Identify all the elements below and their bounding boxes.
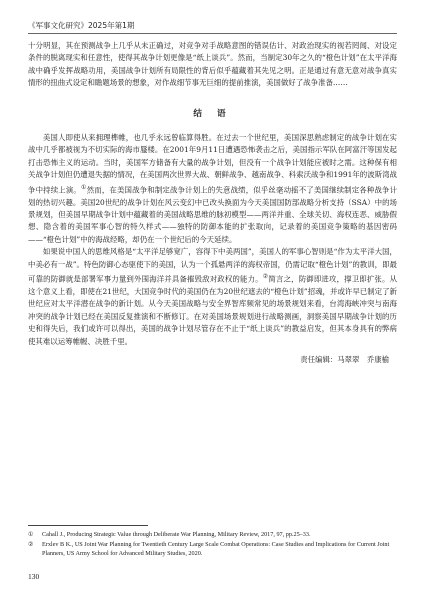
footnote-ref-1: ① [81, 183, 87, 191]
footnote-text: Erxlev B K., US Joint War Planning for Twentieth Century Large Scale Combat Operations: Case Studies and Implications for Current Joint Planners, US Army School for Advanced Military Studies, 2020. [42, 541, 390, 558]
section-heading-conclusion: 结 语 [193, 108, 232, 119]
footnote-text: Cahall J., Producing Strategic Value through Deliberate War Planning, Military Review, 2017, 97, pp.25–33. [42, 531, 311, 538]
footnote-ref-2: ② [262, 272, 269, 280]
footnote-mark: ① [28, 531, 34, 538]
page-number: 130 [28, 572, 40, 581]
article-body [28, 40, 397, 366]
header-divider [28, 33, 397, 34]
footnote-item [28, 530, 397, 539]
footnote-divider [28, 525, 148, 526]
paragraph-text: 然而，在美国战争和制定战争计划上的失意战绩，似乎丝毫动摇不了美国继续制定各种战争计划的热切兴趣。美国20世纪的战争计划在风云变幻中已改头换面为今天美国国防部战略分析支持（SSA）中的场景规划，但美国早期战争计划中蕴藏着的美国战略思维的脉初模型——两洋并重、全球关切、海权连恶、威胁假想、隐含着的美国军事心智的特久样式——独特的防御本能的扩张取向，记录着的美国竞争策略的基因密码——“橙色计划”中的海战经略，却仍在一个世纪后的今天延续。 [28, 185, 398, 244]
footnote-mark: ② [28, 541, 34, 549]
paragraph-text: 美国人即使从来拥理榫帷，也几乎永远曾临算得胜。在过去一个世纪里，美国深思熟虑制定的战争计划在实战中几乎都被视为不切实际的海市蜃楼。在2001年9月11日遭遇恐怖袭击之后，美国指示军队在阿富汗等国发起打击恐怖主义的运动。当时，美国军方储备有大量的战争计划，但没有一个战争计划能应被时之需。这种保有相关战争计划但仍遭退失据的情况，在美国两次世界大战、朝鲜战争、越南战争、科索沃战争和1991年的波斯湾战争中持续上演。 [28, 133, 397, 195]
body-paragraph: 十分明显，其在预测战争上几乎从未正确过，对竞争对手战略意图的错误估计、对政治现实的视若罔闻、对设定条件的脱离现实和任意性，使得其战争计划更像是“纸上谈兵”。然而，当制定30年之久的“橙色计划”在太平洋海战中确乎发挥战略功用，美国战争计划所有局限性的背后似乎蕴藏着其先见之明。正是通过有意无意对战争真实情形的扭曲式设定和瞻题场景的想象，对作战细节事无巨细的提前推演，美国做好了战争准备…… [28, 41, 397, 88]
body-paragraph [28, 246, 397, 348]
editor-credit: 责任编辑：马翠翠 乔康榆 [300, 354, 389, 364]
footnotes [28, 530, 397, 560]
footnote-item [28, 540, 397, 558]
paragraph-text: 简言之，防御即进攻，撑卫即扩张。从这个意义上看，即使在21世纪，大国竞争时代的美国仍在为20世纪遮去的“橙色计划”招魂，并或许早已制定了新世纪应对太平洋潜在战争的新计划。从今天美国战略与安全界智库频常见的场景规划来看，台湾海峡冲突与南海冲突的战争计划已经在美国反复推演和不断修订。在对美国场景规划进行战略测画，洞察美国早期战争计划的历史和得失后，我们或许可以得出，美国的战争计划尽管存在不止于“纸上谈兵”的教益启发，但其本身具有的弊病使其难以运筹帷幄、决胜千里。 [28, 274, 398, 346]
paragraph-text: 如果说中国人的思维风格是“太平洋足够宽广，容得下中美两国”，美国人的军事心智则是“作为太平洋大国，中美必有一战”。特色防御心态驱使下的美国，认为一个孤悬两洋的海权帝国，仍需记取“橙色计划”的教训，即最可靠的防御就是部署军事力量到外围海洋并具备摧毁敌对政权的能力。 [28, 247, 397, 284]
body-paragraph [28, 132, 397, 246]
journal-header: 《军事文化研究》2025年第1期 [28, 21, 135, 30]
